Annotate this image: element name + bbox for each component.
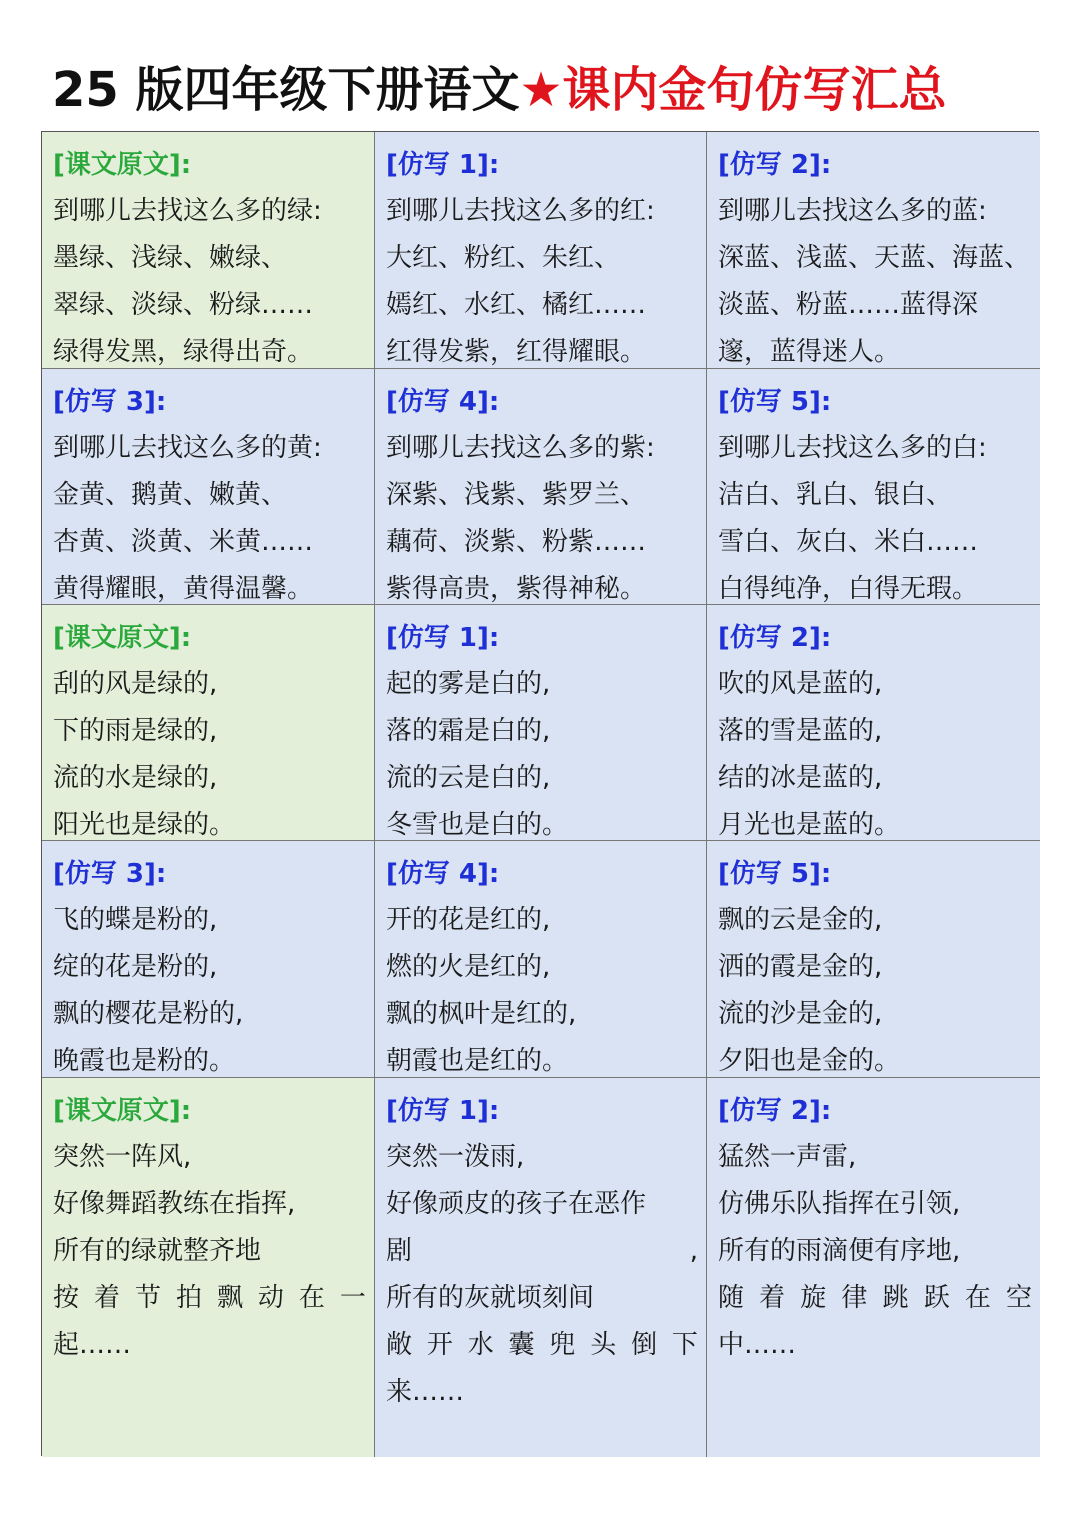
sentence-line: 白得纯净，白得无瑕。 bbox=[718, 574, 979, 604]
sentence-line: 剧 , bbox=[386, 1236, 698, 1266]
sentence-lines bbox=[53, 897, 366, 1078]
page-title bbox=[52, 58, 947, 122]
sentence-line: 月光也是蓝的。 bbox=[718, 810, 901, 840]
sentence-line: 雪白、灰白、米白…… bbox=[718, 527, 979, 557]
sentence-line: 金黄、鹅黄、嫩黄、 bbox=[53, 480, 288, 510]
sentence-lines bbox=[718, 1134, 1032, 1369]
imitation-label: [仿写 2]: bbox=[718, 1096, 832, 1126]
original-label: [课文原文]: bbox=[53, 623, 192, 653]
imitation-cell bbox=[707, 369, 1040, 605]
sentence-line: 到哪儿去找这么多的红: bbox=[386, 196, 655, 226]
sentence-line: 晚霞也是粉的。 bbox=[53, 1046, 236, 1076]
sentence-line: 飞的蝶是粉的, bbox=[53, 905, 218, 935]
sentence-line: 绿得发黑，绿得出奇。 bbox=[53, 337, 314, 367]
sentence-line: 阳光也是绿的。 bbox=[53, 810, 236, 840]
original-text-cell bbox=[42, 132, 375, 369]
imitation-cell bbox=[707, 132, 1040, 369]
sentence-line: 翠绿、淡绿、粉绿…… bbox=[53, 290, 314, 320]
sentence-lines bbox=[718, 661, 1032, 841]
sentence-line: 刮的风是绿的, bbox=[53, 669, 218, 699]
sentence-line: 燃的火是红的, bbox=[386, 952, 551, 982]
sentence-lines bbox=[718, 188, 1032, 369]
sentence-table bbox=[41, 131, 1039, 1456]
sentence-line: 好像舞蹈教练在指挥, bbox=[53, 1189, 296, 1219]
imitation-cell bbox=[707, 841, 1040, 1078]
sentence-line: 猛然一声雷, bbox=[718, 1142, 857, 1172]
imitation-cell bbox=[375, 132, 707, 369]
sentence-line: 落的雪是蓝的, bbox=[718, 716, 883, 746]
sentence-line: 飘的枫叶是红的, bbox=[386, 999, 577, 1029]
imitation-label: [仿写 5]: bbox=[718, 387, 832, 417]
sentence-line: 大红、粉红、朱红、 bbox=[386, 243, 621, 273]
sentence-line: 落的霜是白的, bbox=[386, 716, 551, 746]
sentence-line: 起…… bbox=[53, 1330, 132, 1360]
sentence-line: 冬雪也是白的。 bbox=[386, 810, 569, 840]
sentence-line: 流的沙是金的, bbox=[718, 999, 883, 1029]
sentence-line: 突然一泼雨, bbox=[386, 1142, 525, 1172]
original-text-cell bbox=[42, 1078, 375, 1457]
sentence-lines bbox=[53, 188, 366, 369]
sentence-line: 夕阳也是金的。 bbox=[718, 1046, 901, 1076]
imitation-label: [仿写 3]: bbox=[53, 387, 167, 417]
sentence-line: 所有的灰就顷刻间 bbox=[386, 1283, 595, 1313]
imitation-label: [仿写 3]: bbox=[53, 859, 167, 889]
sentence-line: 突然一阵风, bbox=[53, 1142, 192, 1172]
sentence-line: 邃，蓝得迷人。 bbox=[718, 337, 901, 367]
imitation-cell bbox=[375, 1078, 707, 1457]
imitation-label: [仿写 4]: bbox=[386, 387, 500, 417]
sentence-line: 中…… bbox=[718, 1330, 797, 1360]
sentence-line: 吹的风是蓝的, bbox=[718, 669, 883, 699]
title-main: 25 版四年级下册语文 bbox=[52, 62, 520, 118]
sentence-line: 下的雨是绿的, bbox=[53, 716, 218, 746]
imitation-label: [仿写 5]: bbox=[718, 859, 832, 889]
imitation-label: [仿写 1]: bbox=[386, 1096, 500, 1126]
sentence-line: 结的冰是蓝的, bbox=[718, 763, 883, 793]
imitation-cell bbox=[42, 369, 375, 605]
sentence-line: 好像顽皮的孩子在恶作 bbox=[386, 1189, 647, 1219]
sentence-lines bbox=[53, 425, 366, 605]
sentence-line: 淡蓝、粉蓝……蓝得深 bbox=[718, 290, 979, 320]
imitation-cell bbox=[375, 605, 707, 841]
sentence-lines bbox=[53, 661, 366, 841]
sentence-lines bbox=[386, 897, 698, 1078]
imitation-label: [仿写 2]: bbox=[718, 150, 832, 180]
sentence-line: 深紫、浅紫、紫罗兰、 bbox=[386, 480, 647, 510]
imitation-cell bbox=[707, 605, 1040, 841]
sentence-line: 开的花是红的, bbox=[386, 905, 551, 935]
sentence-line: 按 着 节 拍 飘 动 在 一 bbox=[53, 1283, 366, 1313]
original-label: [课文原文]: bbox=[53, 150, 192, 180]
sentence-lines bbox=[53, 1134, 366, 1369]
sentence-line: 洒的霞是金的, bbox=[718, 952, 883, 982]
sentence-line: 所有的雨滴便有序地, bbox=[718, 1236, 961, 1266]
sentence-lines bbox=[386, 661, 698, 841]
imitation-cell bbox=[375, 841, 707, 1078]
sentence-line: 绽的花是粉的, bbox=[53, 952, 218, 982]
sentence-line: 流的水是绿的, bbox=[53, 763, 218, 793]
sentence-lines bbox=[386, 1134, 698, 1416]
imitation-label: [仿写 4]: bbox=[386, 859, 500, 889]
sentence-line: 洁白、乳白、银白、 bbox=[718, 480, 953, 510]
sentence-line: 到哪儿去找这么多的绿: bbox=[53, 196, 322, 226]
imitation-label: [仿写 2]: bbox=[718, 623, 832, 653]
original-text-cell bbox=[42, 605, 375, 841]
sentence-lines bbox=[718, 425, 1032, 605]
sentence-line: 到哪儿去找这么多的白: bbox=[718, 433, 987, 463]
imitation-cell bbox=[375, 369, 707, 605]
sentence-line: 杏黄、淡黄、米黄…… bbox=[53, 527, 314, 557]
imitation-label: [仿写 1]: bbox=[386, 623, 500, 653]
sentence-line: 仿佛乐队指挥在引领, bbox=[718, 1189, 961, 1219]
sentence-line: 到哪儿去找这么多的黄: bbox=[53, 433, 322, 463]
sentence-line: 黄得耀眼，黄得温馨。 bbox=[53, 574, 314, 604]
sentence-lines bbox=[718, 897, 1032, 1078]
title-highlight: ★课内金句仿写汇总 bbox=[519, 62, 947, 118]
sentence-line: 嫣红、水红、橘红…… bbox=[386, 290, 647, 320]
sentence-line: 随 着 旋 律 跳 跃 在 空 bbox=[718, 1283, 1032, 1313]
sentence-line: 藕荷、淡紫、粉紫…… bbox=[386, 527, 647, 557]
sentence-line: 来…… bbox=[386, 1377, 465, 1407]
sentence-line: 所有的绿就整齐地 bbox=[53, 1236, 262, 1266]
sentence-line: 到哪儿去找这么多的蓝: bbox=[718, 196, 987, 226]
sentence-line: 红得发紫，红得耀眼。 bbox=[386, 337, 647, 367]
sentence-line: 飘的云是金的, bbox=[718, 905, 883, 935]
sentence-line: 朝霞也是红的。 bbox=[386, 1046, 569, 1076]
sentence-line: 墨绿、浅绿、嫩绿、 bbox=[53, 243, 288, 273]
sentence-lines bbox=[386, 188, 698, 369]
sentence-line: 起的雾是白的, bbox=[386, 669, 551, 699]
sentence-line: 流的云是白的, bbox=[386, 763, 551, 793]
original-label: [课文原文]: bbox=[53, 1096, 192, 1126]
sentence-line: 紫得高贵，紫得神秘。 bbox=[386, 574, 647, 604]
imitation-cell bbox=[707, 1078, 1040, 1457]
imitation-label: [仿写 1]: bbox=[386, 150, 500, 180]
sentence-line: 敞 开 水 囊 兜 头 倒 下 bbox=[386, 1330, 698, 1360]
sentence-line: 到哪儿去找这么多的紫: bbox=[386, 433, 655, 463]
imitation-cell bbox=[42, 841, 375, 1078]
sentence-lines bbox=[386, 425, 698, 605]
sentence-line: 飘的樱花是粉的, bbox=[53, 999, 244, 1029]
sentence-line: 深蓝、浅蓝、天蓝、海蓝、 bbox=[718, 243, 1031, 273]
